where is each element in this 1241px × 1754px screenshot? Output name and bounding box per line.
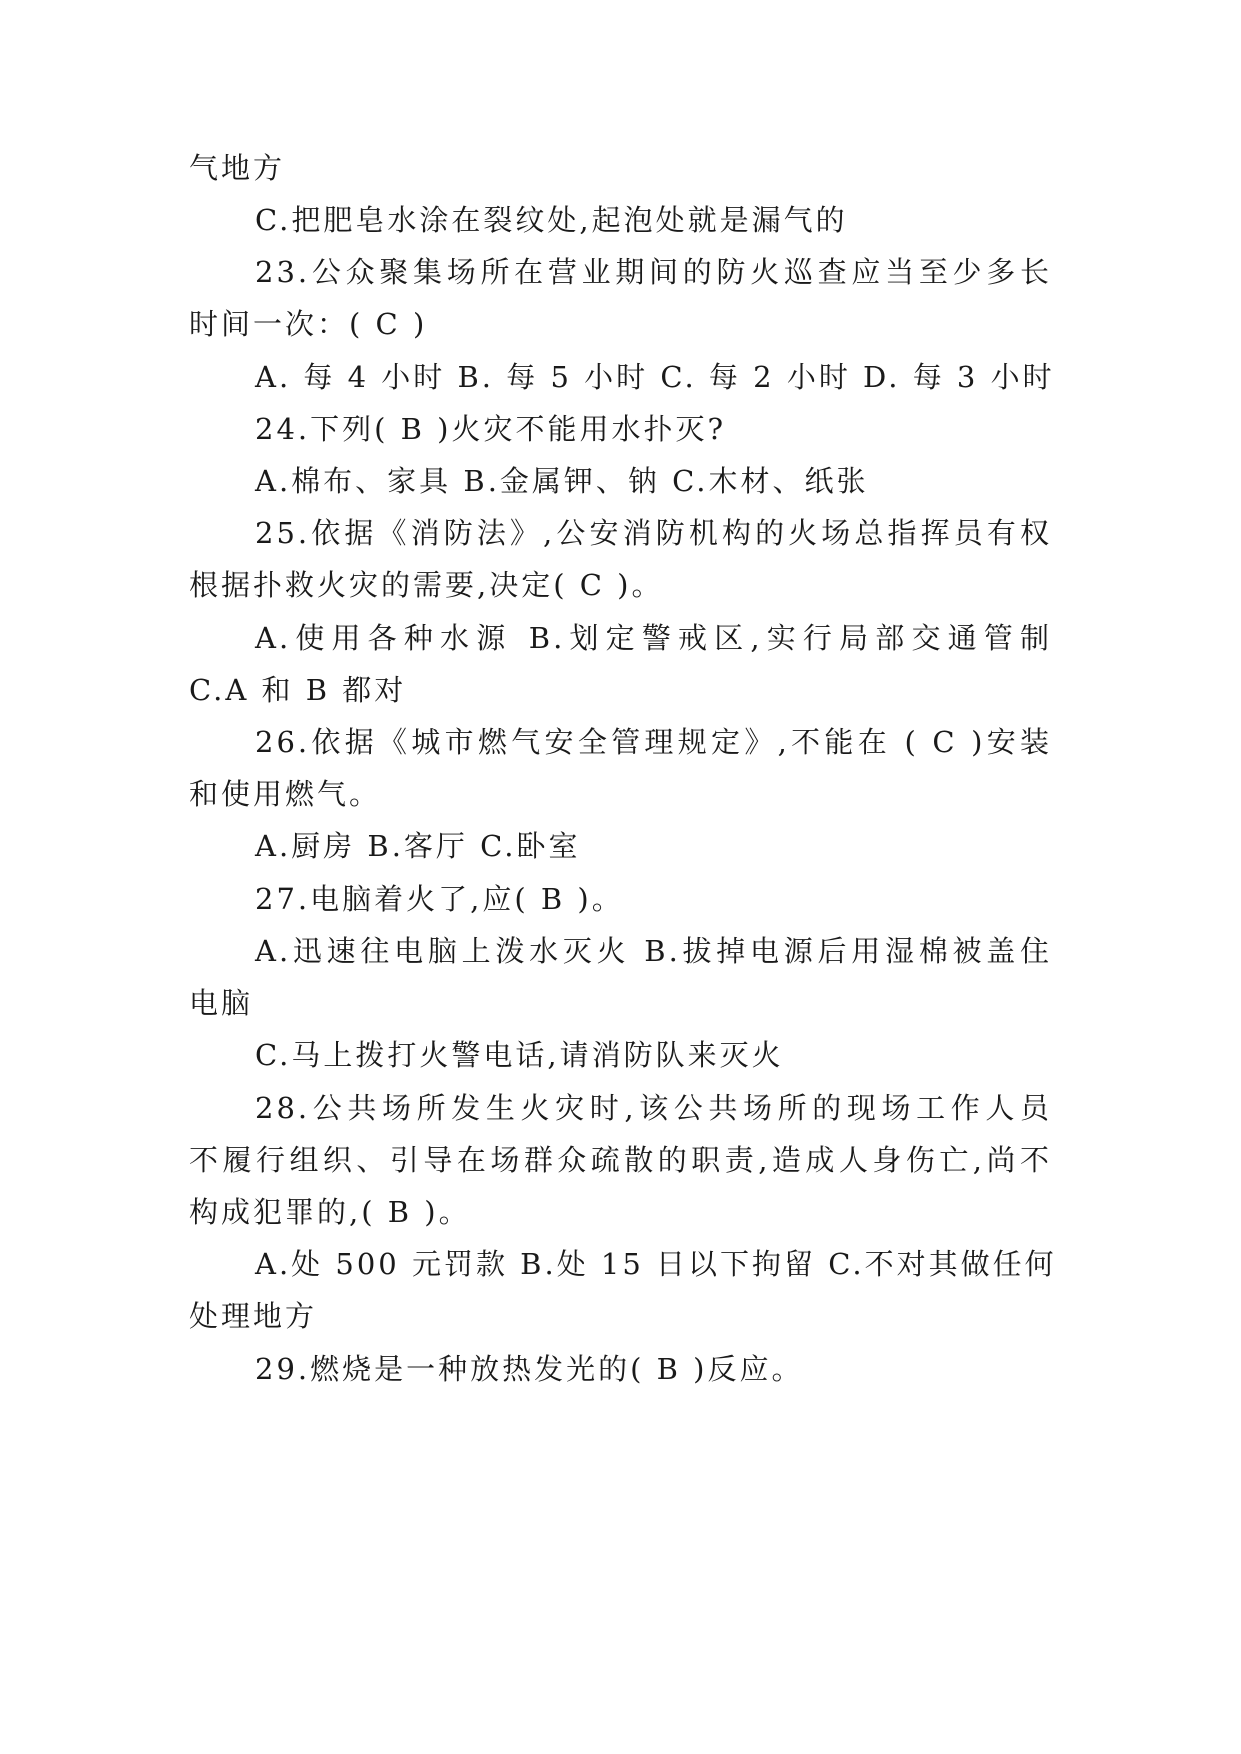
question-24-options: A.棉布、家具 B.金属钾、钠 C.木材、纸张 [255,464,869,498]
text-line: 气地方 [189,151,286,185]
question-24: 24.下列( B )火灾不能用水扑灭? [255,412,727,446]
question-28-line-1: 28.公共场所发生火灾时,该公共场所的现场工作人员 [255,1091,1052,1125]
question-28-options: A.处 500 元罚款 B.处 15 日以下拘留 C.不对其做任何 [255,1247,1057,1281]
question-23-line-1: 23.公众聚集场所在营业期间的防火巡查应当至少多长 [255,255,1052,289]
question-27-options: A.迅速往电脑上泼水灭火 B.拔掉电源后用湿棉被盖住 [255,934,1052,968]
text-line: C.把肥皂水涂在裂纹处,起泡处就是漏气的 [255,203,848,237]
question-28-line-3: 构成犯罪的,( B )。 [189,1195,471,1229]
question-27: 27.电脑着火了,应( B )。 [255,882,624,916]
question-25-line-2: 根据扑救火灾的需要,决定( C )。 [189,568,664,602]
question-23-line-2: 时间一次：( C ) [189,307,428,341]
question-25-options-cont: C.A 和 B 都对 [189,673,407,707]
question-26-line-1: 26.依据《城市燃气安全管理规定》,不能在 ( C )安装 [255,725,1052,759]
question-28-options-cont: 处理地方 [189,1299,318,1333]
question-27-options-cont: 电脑 [189,986,254,1020]
question-26-options: A.厨房 B.客厅 C.卧室 [255,829,581,863]
question-28-line-2: 不履行组织、引导在场群众疏散的职责,造成人身伤亡,尚不 [189,1143,1052,1177]
question-26-line-2: 和使用燃气。 [189,777,382,811]
question-29: 29.燃烧是一种放热发光的( B )反应。 [255,1352,804,1386]
question-25-options: A.使用各种水源 B.划定警戒区,实行局部交通管制 [255,621,1052,655]
question-23-options: A. 每 4 小时 B. 每 5 小时 C. 每 2 小时 D. 每 3 小时 [255,360,1055,394]
question-27-option-c: C.马上拨打火警电话,请消防队来灭火 [255,1038,784,1072]
question-25-line-1: 25.依据《消防法》,公安消防机构的火场总指挥员有权 [255,516,1052,550]
